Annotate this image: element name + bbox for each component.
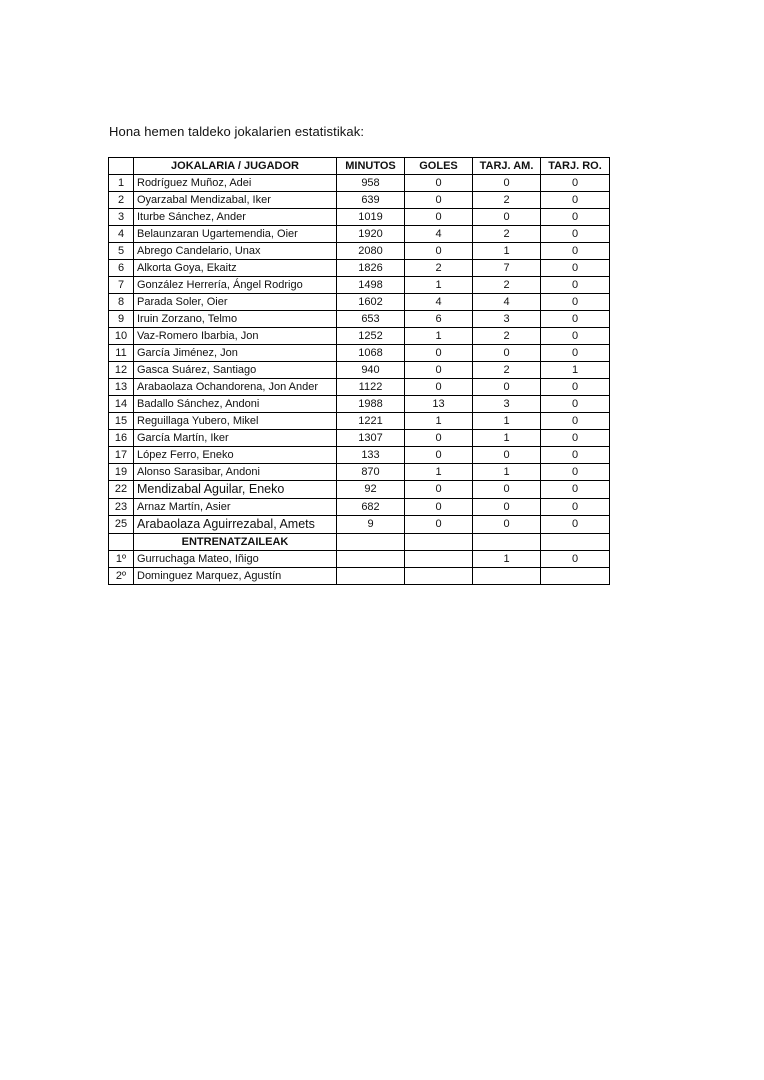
cell-number: 6 — [109, 260, 134, 277]
cell-red-cards — [541, 568, 610, 585]
cell-minutes: 1221 — [337, 413, 405, 430]
cell-minutes: 9 — [337, 516, 405, 534]
cell-red-cards: 1 — [541, 362, 610, 379]
cell-number: 15 — [109, 413, 134, 430]
cell-minutes — [337, 568, 405, 585]
cell-red-cards: 0 — [541, 260, 610, 277]
cell-number: 16 — [109, 430, 134, 447]
cell-minutes: 1498 — [337, 277, 405, 294]
cell-name: Rodríguez Muñoz, Adei — [134, 175, 337, 192]
cell-minutes: 958 — [337, 175, 405, 192]
cell-goals: 1 — [405, 464, 473, 481]
cell-name: García Martín, Iker — [134, 430, 337, 447]
cell-number: 19 — [109, 464, 134, 481]
header-red-cards: TARJ. RO. — [541, 158, 610, 175]
cell-red-cards: 0 — [541, 516, 610, 534]
cell-goals: 0 — [405, 209, 473, 226]
table-row — [109, 277, 610, 294]
cell-number: 14 — [109, 396, 134, 413]
cell-minutes: 1602 — [337, 294, 405, 311]
cell-name: Belaunzaran Ugartemendia, Oier — [134, 226, 337, 243]
table-row — [109, 379, 610, 396]
cell-goals: 0 — [405, 243, 473, 260]
cell-goals: 0 — [405, 362, 473, 379]
cell-name: López Ferro, Eneko — [134, 447, 337, 464]
cell-name: Mendizabal Aguilar, Eneko — [134, 481, 337, 499]
cell-minutes: 1920 — [337, 226, 405, 243]
cell-number: 22 — [109, 481, 134, 499]
table-row — [109, 345, 610, 362]
cell-goals: 0 — [405, 499, 473, 516]
cell-goals: 4 — [405, 294, 473, 311]
cell-goals — [405, 551, 473, 568]
cell-yellow-cards: 2 — [473, 328, 541, 345]
cell-number: 25 — [109, 516, 134, 534]
cell-goals: 0 — [405, 192, 473, 209]
cell-yellow-cards: 1 — [473, 243, 541, 260]
cell-red-cards: 0 — [541, 499, 610, 516]
cell-goals: 0 — [405, 481, 473, 499]
table-row — [109, 311, 610, 328]
cell-name: Parada Soler, Oier — [134, 294, 337, 311]
cell-name: Iruin Zorzano, Telmo — [134, 311, 337, 328]
cell-number: 1 — [109, 175, 134, 192]
cell-minutes — [337, 551, 405, 568]
cell-yellow-cards: 0 — [473, 379, 541, 396]
cell-minutes: 1252 — [337, 328, 405, 345]
cell-minutes: 653 — [337, 311, 405, 328]
header-minutes: MINUTOS — [337, 158, 405, 175]
table-row — [109, 568, 610, 585]
cell-minutes: 870 — [337, 464, 405, 481]
cell-yellow-cards: 2 — [473, 226, 541, 243]
cell-red-cards: 0 — [541, 413, 610, 430]
cell-red-cards: 0 — [541, 396, 610, 413]
section-empty-cell — [405, 534, 473, 551]
cell-number: 7 — [109, 277, 134, 294]
cell-red-cards: 0 — [541, 551, 610, 568]
table-header-row — [109, 158, 610, 175]
cell-name: Abrego Candelario, Unax — [134, 243, 337, 260]
cell-number: 11 — [109, 345, 134, 362]
cell-goals: 6 — [405, 311, 473, 328]
cell-yellow-cards: 0 — [473, 345, 541, 362]
cell-name: Alonso Sarasibar, Andoni — [134, 464, 337, 481]
cell-goals: 1 — [405, 413, 473, 430]
cell-name: Gasca Suárez, Santiago — [134, 362, 337, 379]
cell-goals: 0 — [405, 430, 473, 447]
cell-red-cards: 0 — [541, 209, 610, 226]
cell-red-cards: 0 — [541, 175, 610, 192]
cell-yellow-cards: 3 — [473, 311, 541, 328]
cell-red-cards: 0 — [541, 243, 610, 260]
table-row — [109, 175, 610, 192]
table-row — [109, 464, 610, 481]
cell-red-cards: 0 — [541, 430, 610, 447]
table-row — [109, 328, 610, 345]
cell-yellow-cards: 1 — [473, 413, 541, 430]
cell-yellow-cards: 1 — [473, 430, 541, 447]
cell-minutes: 92 — [337, 481, 405, 499]
cell-name: Reguillaga Yubero, Mikel — [134, 413, 337, 430]
table-row — [109, 192, 610, 209]
cell-red-cards: 0 — [541, 226, 610, 243]
player-stats-table — [108, 157, 610, 585]
cell-yellow-cards: 1 — [473, 551, 541, 568]
cell-name: Badallo Sánchez, Andoni — [134, 396, 337, 413]
cell-goals: 4 — [405, 226, 473, 243]
cell-number: 23 — [109, 499, 134, 516]
cell-goals: 1 — [405, 277, 473, 294]
cell-number: 5 — [109, 243, 134, 260]
cell-goals: 0 — [405, 345, 473, 362]
cell-goals: 0 — [405, 516, 473, 534]
cell-red-cards: 0 — [541, 447, 610, 464]
cell-name: Alkorta Goya, Ekaitz — [134, 260, 337, 277]
table-row — [109, 209, 610, 226]
cell-red-cards: 0 — [541, 464, 610, 481]
cell-yellow-cards: 0 — [473, 175, 541, 192]
cell-name: Oyarzabal Mendizabal, Iker — [134, 192, 337, 209]
cell-name: Iturbe Sánchez, Ander — [134, 209, 337, 226]
cell-yellow-cards: 4 — [473, 294, 541, 311]
cell-minutes: 1068 — [337, 345, 405, 362]
cell-number: 2º — [109, 568, 134, 585]
cell-minutes: 940 — [337, 362, 405, 379]
cell-name: González Herrería, Ángel Rodrigo — [134, 277, 337, 294]
section-empty-cell — [473, 534, 541, 551]
cell-minutes: 2080 — [337, 243, 405, 260]
cell-yellow-cards: 1 — [473, 464, 541, 481]
cell-goals: 2 — [405, 260, 473, 277]
table-row — [109, 243, 610, 260]
table-row — [109, 499, 610, 516]
cell-minutes: 682 — [337, 499, 405, 516]
section-empty-cell — [541, 534, 610, 551]
cell-goals: 1 — [405, 328, 473, 345]
cell-yellow-cards: 2 — [473, 362, 541, 379]
cell-name: Arabaolaza Aguirrezabal, Amets — [134, 516, 337, 534]
cell-red-cards: 0 — [541, 481, 610, 499]
cell-yellow-cards: 2 — [473, 192, 541, 209]
cell-minutes: 1019 — [337, 209, 405, 226]
cell-number: 4 — [109, 226, 134, 243]
table-row — [109, 260, 610, 277]
cell-goals: 0 — [405, 379, 473, 396]
table-row — [109, 430, 610, 447]
cell-number: 12 — [109, 362, 134, 379]
cell-name: Arnaz Martín, Asier — [134, 499, 337, 516]
cell-red-cards: 0 — [541, 379, 610, 396]
cell-name: Arabaolaza Ochandorena, Jon Ander — [134, 379, 337, 396]
cell-yellow-cards: 0 — [473, 447, 541, 464]
cell-name: Vaz-Romero Ibarbia, Jon — [134, 328, 337, 345]
cell-red-cards: 0 — [541, 192, 610, 209]
cell-minutes: 639 — [337, 192, 405, 209]
cell-red-cards: 0 — [541, 311, 610, 328]
cell-number: 8 — [109, 294, 134, 311]
cell-red-cards: 0 — [541, 345, 610, 362]
cell-name: Dominguez Marquez, Agustín — [134, 568, 337, 585]
cell-yellow-cards: 3 — [473, 396, 541, 413]
coaches-section-row — [109, 534, 610, 551]
cell-minutes: 1826 — [337, 260, 405, 277]
cell-number: 9 — [109, 311, 134, 328]
cell-yellow-cards: 7 — [473, 260, 541, 277]
table-row — [109, 413, 610, 430]
table-row — [109, 447, 610, 464]
cell-goals: 13 — [405, 396, 473, 413]
cell-number: 1º — [109, 551, 134, 568]
cell-number: 10 — [109, 328, 134, 345]
table-row — [109, 362, 610, 379]
cell-name: García Jiménez, Jon — [134, 345, 337, 362]
cell-name: Gurruchaga Mateo, Iñigo — [134, 551, 337, 568]
header-yellow-cards: TARJ. AM. — [473, 158, 541, 175]
cell-minutes: 1122 — [337, 379, 405, 396]
table-row — [109, 516, 610, 534]
cell-yellow-cards: 0 — [473, 516, 541, 534]
cell-red-cards: 0 — [541, 328, 610, 345]
cell-minutes: 1307 — [337, 430, 405, 447]
cell-yellow-cards: 2 — [473, 277, 541, 294]
table-row — [109, 551, 610, 568]
cell-number: 13 — [109, 379, 134, 396]
table-row — [109, 294, 610, 311]
header-player: JOKALARIA / JUGADOR — [134, 158, 337, 175]
cell-yellow-cards: 0 — [473, 499, 541, 516]
table-row — [109, 226, 610, 243]
section-empty-cell — [337, 534, 405, 551]
cell-yellow-cards: 0 — [473, 481, 541, 499]
header-goals: GOLES — [405, 158, 473, 175]
cell-number: 2 — [109, 192, 134, 209]
table-row — [109, 481, 610, 499]
cell-goals — [405, 568, 473, 585]
cell-number: 17 — [109, 447, 134, 464]
section-empty-cell — [109, 534, 134, 551]
intro-text: Hona hemen taldeko jokalarien estatistikak: — [109, 124, 365, 139]
cell-yellow-cards — [473, 568, 541, 585]
cell-goals: 0 — [405, 447, 473, 464]
cell-number: 3 — [109, 209, 134, 226]
coaches-section-title: ENTRENATZAILEAK — [134, 534, 337, 551]
cell-goals: 0 — [405, 175, 473, 192]
table-row — [109, 396, 610, 413]
cell-minutes: 1988 — [337, 396, 405, 413]
cell-red-cards: 0 — [541, 294, 610, 311]
header-number — [109, 158, 134, 175]
cell-yellow-cards: 0 — [473, 209, 541, 226]
cell-minutes: 133 — [337, 447, 405, 464]
cell-red-cards: 0 — [541, 277, 610, 294]
